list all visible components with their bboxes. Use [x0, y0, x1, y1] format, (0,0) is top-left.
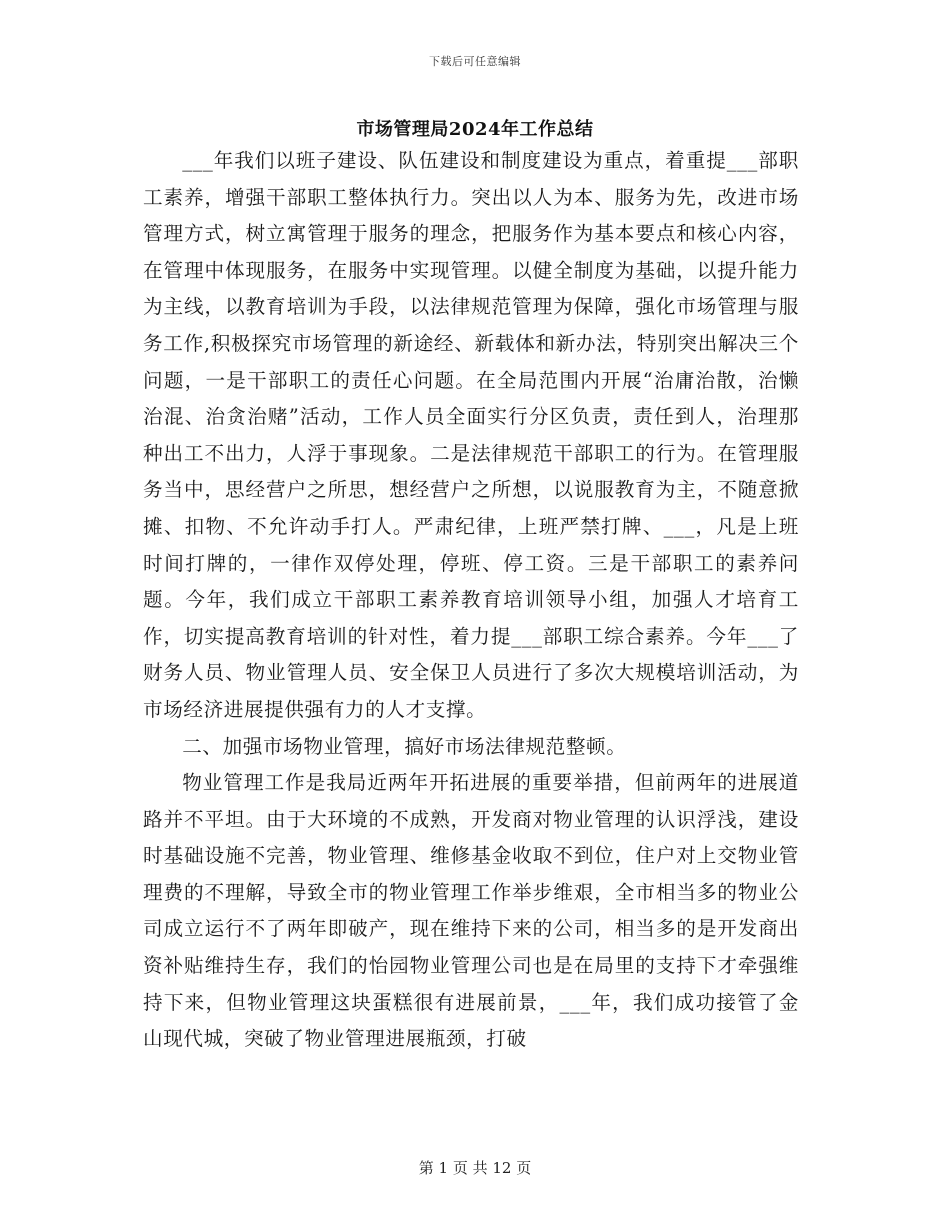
document-title: 市场管理局2024年工作总结: [356, 119, 594, 140]
body-paragraph: ___年我们以班子建设、队伍建设和制度建设为重点，着重提___部职工素养，增强干部职工整体执行力。突出以人为本、服务为先，改进市场管理方式，树立寓管理于服务的理念，把服务作为基本要点和核心内容，在管理中体现服务，在服务中实现管理。以健全制度为基础，以提升能力为主线，以教育培训为手段，以法律规范管理为保障，强化市场管理与服务工作,积极探究市场管理的新途经、新载体和新办法，特别突出解决三个问题，一是干部职工的责任心问题。在全局范围内开展“治庸治散，治懒治混、治贪治赌”活动，工作人员全面实行分区负责，责任到人，治理那种出工不出力，人浮于事现象。二是法律规范干部职工的行为。在管理服务当中，思经营户之所思，想经营户之所想，以说服教育为主，不随意掀摊、扣物、不允许动手打人。严肃纪律，上班严禁打牌、___，凡是上班时间打牌的，一律作双停处理，停班、停工资。三是干部职工的素养问题。今年，我们成立干部职工素养教育培训领导小组，加强人才培育工作，切实提高教育培训的针对性，着力提___部职工综合素养。今年___了财务人员、物业管理人员、安全保卫人员进行了多次大规模培训活动，为市场经济进展提供强有力的人才支撑。: [143, 149, 799, 721]
page-number: 第 1 页 共 12 页: [418, 1159, 532, 1177]
document-body: [143, 143, 799, 1058]
page-header: 下载后可任意编辑: [429, 55, 521, 68]
body-paragraph: 物业管理工作是我局近两年开拓进展的重要举措，但前两年的进展道路并不平坦。由于大环境的不成熟，开发商对物业管理的认识浮浅，建设时基础设施不完善，物业管理、维修基金收取不到位，住户对上交物业管理费的不理解，导致全市的物业管理工作举步维艰，全市相当多的物业公司成立运行不了两年即破产，现在维持下来的公司，相当多的是开发商出资补贴维持生存，我们的怡园物业管理公司也是在局里的支持下才牵强维持下来，但物业管理这块蛋糕很有进展前景，___年，我们成功接管了金山现代城，突破了物业管理进展瓶颈，打破: [143, 771, 799, 1051]
section-heading: 二、加强市场物业管理，搞好市场法律规范整顿。: [182, 734, 627, 758]
